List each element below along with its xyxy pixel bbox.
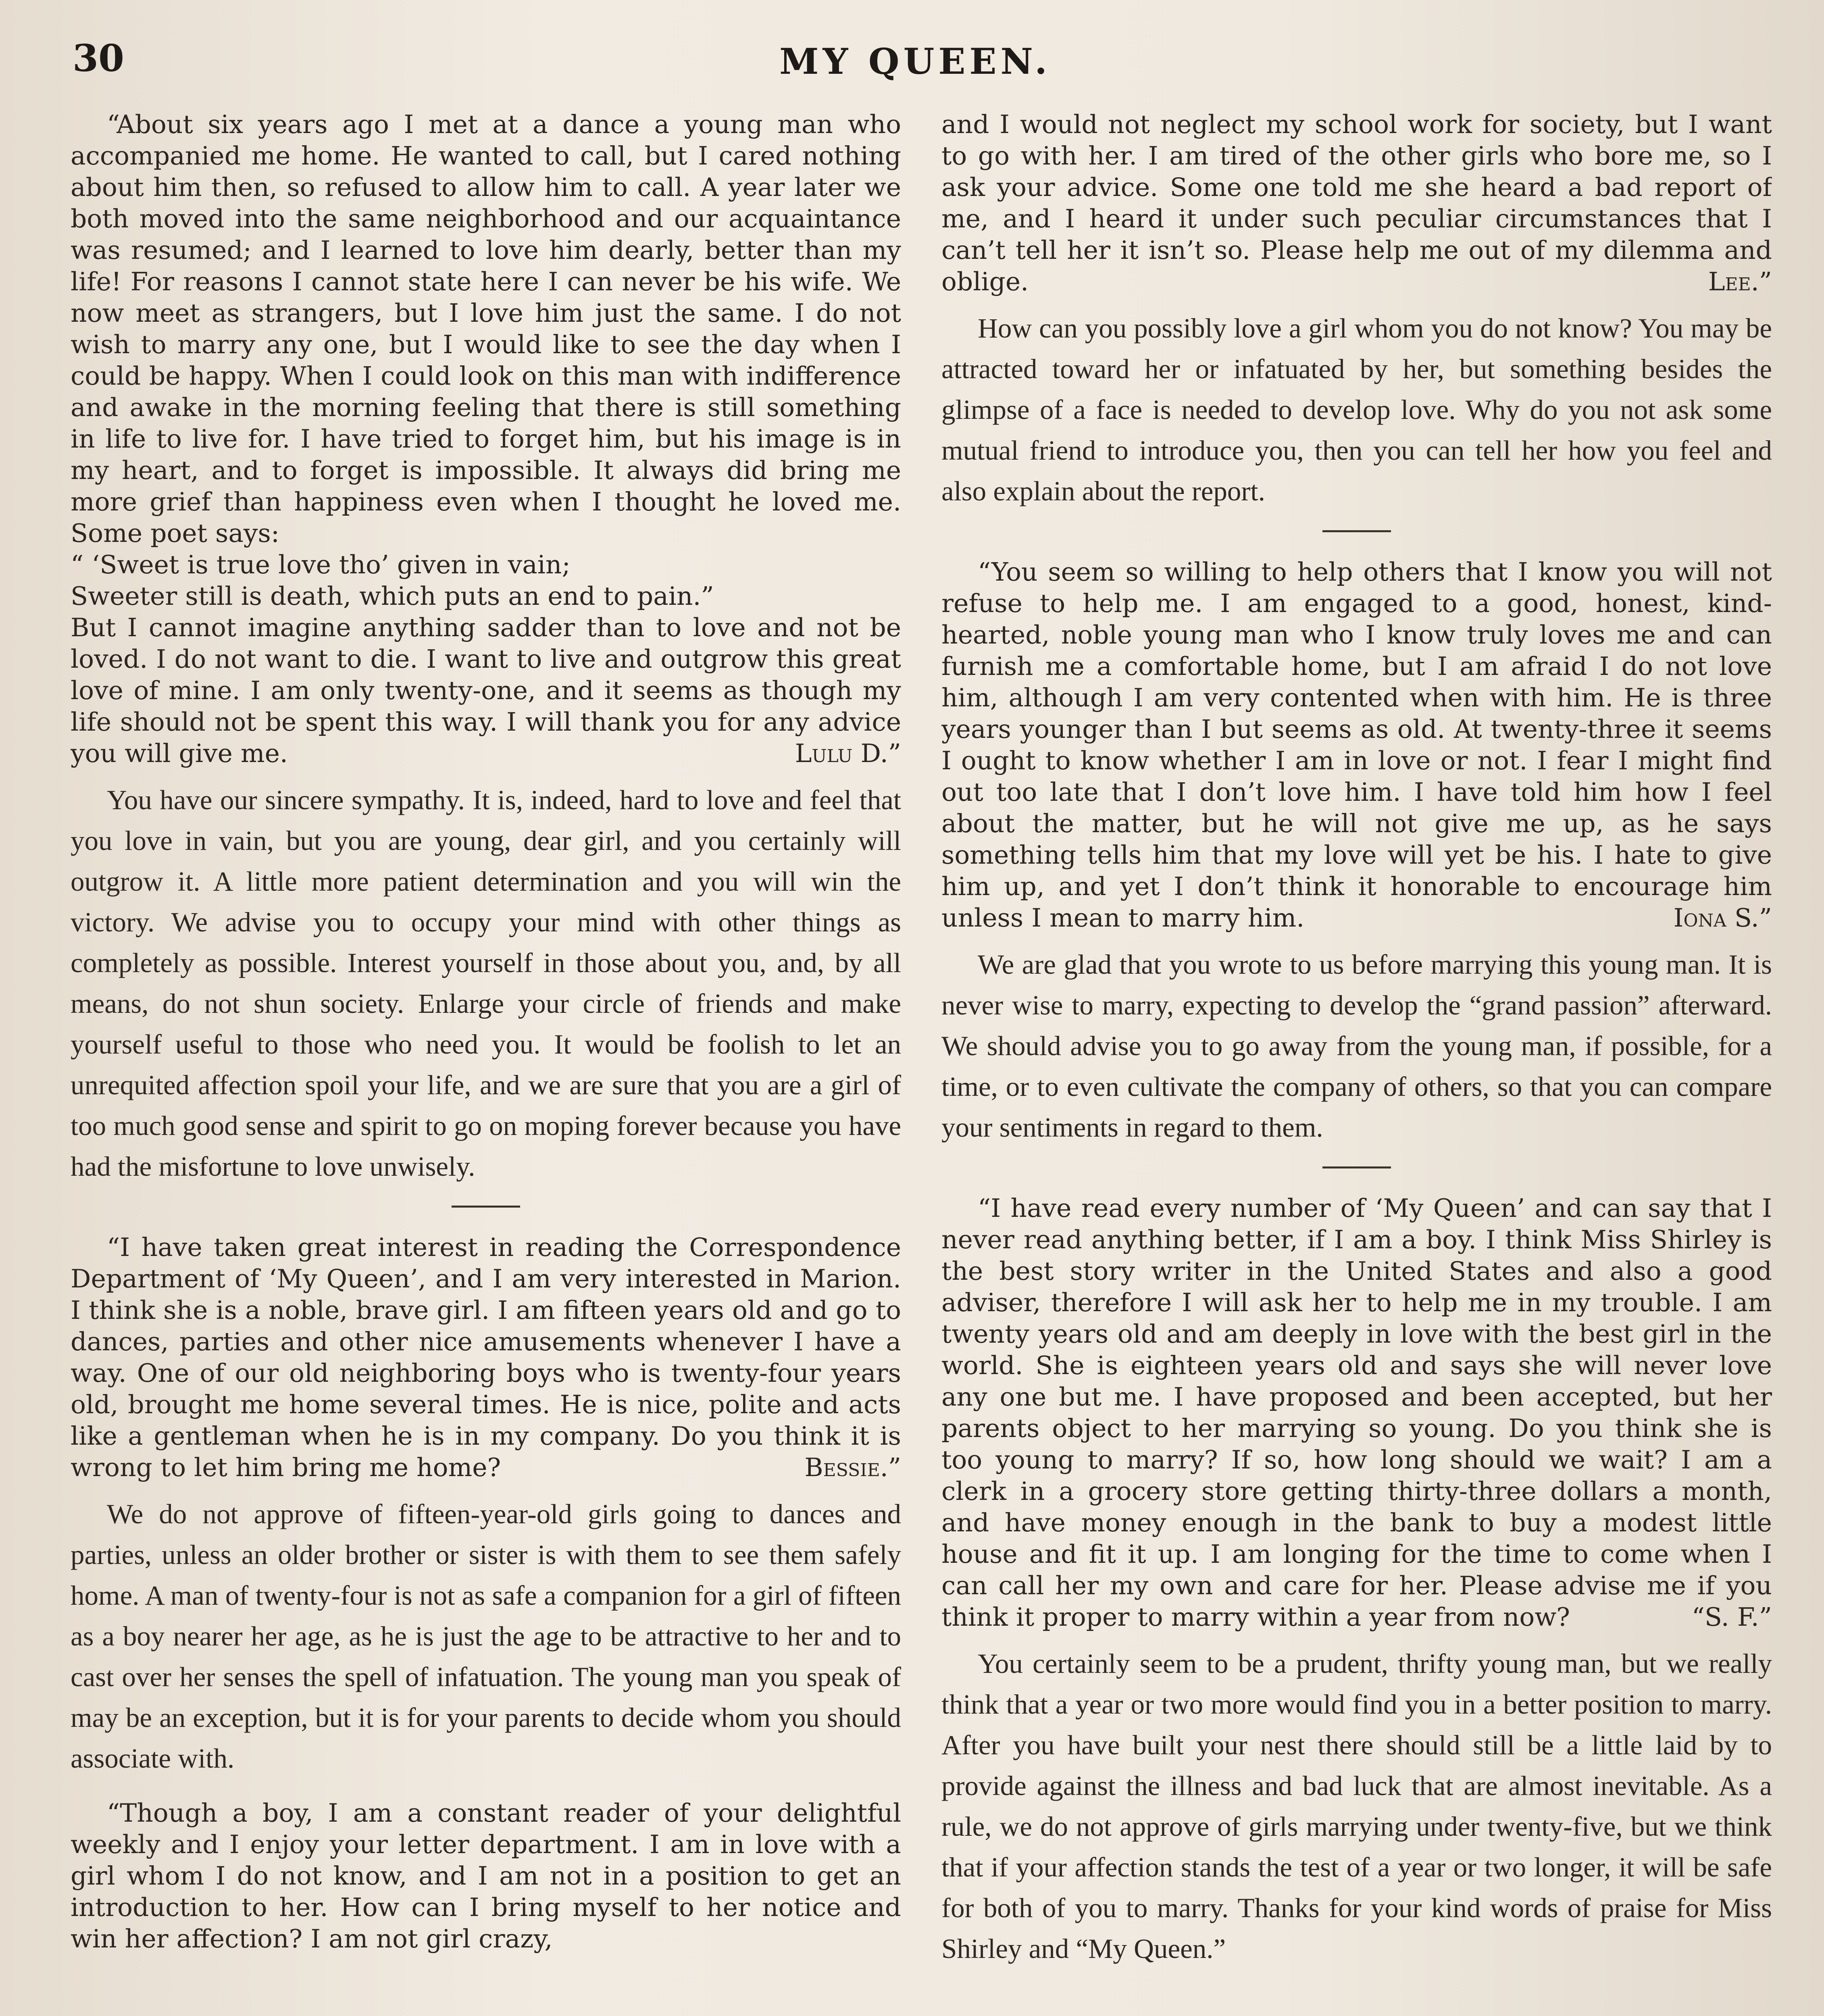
letter-bessie	[71, 1232, 901, 1483]
section-divider	[452, 1206, 520, 1208]
letter-text: “You seem so willing to help others that I know you will not refuse to help me. I am engaged to a good, honest, kind-hearted, noble young man who I know truly loves me and can furnish me a comfortable home, but I am afraid I do not love him, although I am very contented when with him. He is three years younger than I but seems as old. At twenty-three it seems I ought to know whether I am in love or not. I fear I might find out too late that I don’t love him. I have told him how I feel about the matter, but he will not give me up, as he says something tells him that my love will yet be his. I hate to give him up, and yet I don’t think it honorable to encourage him unless I mean to marry him.	[941, 557, 1772, 933]
poem-line: “ ‘Sweet is true love tho’ given in vain;	[71, 550, 571, 579]
page-number: 30	[73, 36, 125, 80]
answer-paragraph: You certainly seem to be a prudent, thrifty young man, but we really think that a year or two more would find you in a better position to marry. After you have built your nest there should still be a little laid by to provide against the illness and bad luck that are almost inevitable. As a rule, we do not approve of girls marrying under twenty-five, but we think that if your affection stands the test of a year or two longer, it will be safe for both of you to marry. Thanks for your kind words of praise for Miss Shirley and “My Queen.”	[941, 1648, 1772, 1964]
answer-paragraph: You have our sincere sympathy. It is, indeed, hard to love and feel that you love in vain, but you are young, dear girl, and you certainly will outgrow it. A little more patient determination and you will win the victory. We advise you to occupy your mind with other things as completely as possible. Interest yourself in those about you, and, by all means, do not shun society. Enlarge your circle of friends and make yourself useful to those who need you. It would be foolish to let an unrequited affection spoil your life, and we are sure that you are a girl of too much good sense and spirit to go on moping forever because you have had the misfortune to love unwisely.	[71, 785, 901, 1182]
letter-iona	[941, 556, 1772, 934]
letter-text: “I have read every number of ‘My Queen’ and can say that I never read anything better, if I am a boy. I think Miss Shirley is the best story writer in the United States and also a good adviser, therefore I will ask her to help me in my trouble. I am twenty years old and am deeply in love with the best girl in the world. She is eighteen years old and says she will never love any one but me. I have proposed and been accepted, but her parents object to her marrying so young. Do you think she is too young to marry? If so, how long should we wait? I am a clerk in a grocery store getting thirty-three dollars a month, and have money enough in the bank to buy a modest little house and fit it up. I am longing for the time to come when I can call her my own and care for her. Please advise me if you think it proper to marry within a year from now?	[941, 1193, 1772, 1632]
answer-paragraph: We do not approve of fifteen-year-old girls going to dances and parties, unless an older brother or sister is with them to see them safely home. A man of twenty-four is not as safe a companion for a girl of fifteen as a boy nearer her age, as he is just the age to be attractive to her and to cast over her senses the spell of infatuation. The young man you speak of may be an exception, but it is for your parents to decide whom you should associate with.	[71, 1499, 901, 1774]
section-divider	[1322, 1166, 1391, 1168]
letter-signature: Iona S.”	[1673, 903, 1772, 933]
letter-text: “About six years ago I met at a dance a young man who accompanied me home. He wanted to call, but I cared nothing about him then, so refused to allow him to call. A year later we both moved into the same neighborhood and our acquaintance was resumed; and I learned to love him dearly, better than my life! For reasons I cannot state here I can never be his wife. We now meet as strangers, but I love him just the same. I do not wish to marry any one, but I would like to see the day when I could be happy. When I could look on this man with indifference and awake in the morning feeling that there is still something in life to live for. I have tried to forget him, but his image is in my heart, and to forget is impossible. It always did bring me more grief than happiness even when I thought he loved me. Some poet says:	[71, 110, 901, 548]
answer-paragraph: We are glad that you wrote to us before marrying this young man. It is never wise to marry, expecting to develop the “grand passion” afterward. We should advise you to go away from the young man, if possible, for a time, or to even cultivate the company of others, so that you can compare your sentiments in regard to them.	[941, 949, 1772, 1143]
letter-lulu	[71, 109, 901, 769]
letter-signature: Lee.”	[1708, 267, 1772, 296]
answer-paragraph: How can you possibly love a girl whom you do not know? You may be attracted toward her or infatuated by her, but something besides the glimpse of a face is needed to develop love. Why do you not ask some mutual friend to introduce you, then you can tell her how you feel and also explain about the report.	[941, 313, 1772, 506]
letter-lee-start: “Though a boy, I am a constant reader of your delightful weekly and I enjoy your letter department. I am in love with a girl whom I do not know, and I am not in a position to get an introduction to her. How can I bring myself to her notice and win her affection? I am not girl crazy,	[71, 1798, 901, 1954]
left-column	[71, 109, 901, 2016]
letter-text: “I have taken great interest in reading the Correspondence Department of ‘My Queen’, and I am very interested in Marion. I think she is a noble, brave girl. I am fifteen years old and go to dances, parties and other nice amusements whenever I have a way. One of our old neighboring boys who is twenty-four years old, brought me home several times. He is nice, polite and acts like a gentleman when he is in my company. Do you think it is wrong to let him bring me home?	[71, 1233, 901, 1482]
letter-signature: Bessie.”	[804, 1453, 901, 1482]
letter-lee-continued	[941, 109, 1772, 298]
letter-sf	[941, 1193, 1772, 1633]
journal-title: MY QUEEN.	[779, 40, 1051, 82]
letter-signature: “S. F.”	[1691, 1602, 1772, 1632]
letter-text: and I would not neglect my school work for society, but I want to go with her. I am tired of the other girls who bore me, so I ask your advice. Some one told me she heard a bad report of me, and I heard it under such peculiar circumstances that I can’t tell her it isn’t so. Please help me out of my dilemma and oblige.	[941, 110, 1772, 296]
page-header	[73, 28, 1758, 105]
right-column	[941, 109, 1772, 2016]
letter-signature: Lulu D.”	[795, 739, 901, 768]
section-divider	[1322, 530, 1391, 532]
letter-text: But I cannot imagine anything sadder than to love and not be loved. I do not want to die. I want to live and outgrow this great love of mine. I am only twenty-one, and it seems as though my life should not be spent this way. I will thank you for any advice you will give me.	[71, 613, 901, 768]
poem-line: Sweeter still is death, which puts an end to pain.”	[71, 581, 714, 611]
